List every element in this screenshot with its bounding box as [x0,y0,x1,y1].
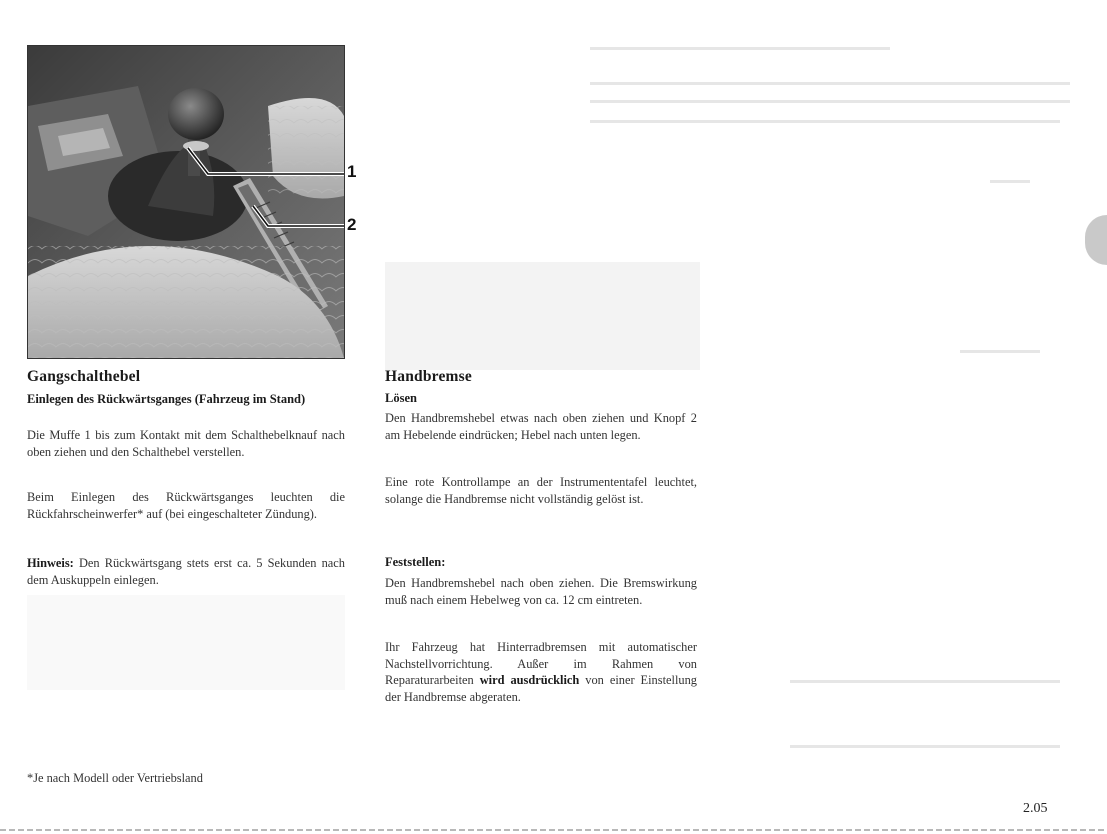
paragraph-warning-lamp: Eine rote Kontrollampe an der Instrumententafel leuchtet, solange die Handbremse nicht vollständig gelöst ist. [385,475,697,506]
bleed-through-block [385,262,700,370]
bleed-through-line [990,180,1030,183]
bleed-through-line [590,47,890,50]
note-text: Den Rückwärtsgang stets erst ca. 5 Sekunden nach dem Auskuppeln einlegen. [27,556,345,587]
paragraph-automatic-adjustment [385,639,697,705]
section-tab-marker [1085,215,1107,265]
footnote: *Je nach Modell oder Vertriebsland [27,771,203,785]
subheading-release: Lösen [385,391,417,405]
photo-illustration [28,46,344,358]
section-title-gear-lever: Gangschalthebel [27,368,141,385]
paragraph-apply-instructions: Den Handbremshebel nach oben ziehen. Die Bremswirkung muß nach einem Hebelweg von ca. 12 cm eintreten. [385,576,697,607]
bleed-through-line [590,100,1070,103]
paragraph-text: Die Muffe 1 bis zum Kontakt mit dem Schalthebelknauf nach oben ziehen und den Schalthebel verstellen. [27,428,345,459]
bleed-through-line [790,745,1060,748]
callout-number-1: 1 [347,162,357,181]
paragraph-note [27,555,345,588]
callout-number-2: 2 [347,215,357,234]
section-title-handbrake: Handbremse [385,368,472,385]
bottom-edge-rule [0,829,1107,831]
paragraph-reverse-lights: Beim Einlegen des Rückwärtsganges leuchten die Rückfahrscheinwerfer* auf (bei eingeschalteter Zündung). [27,490,345,521]
bleed-through-line [790,680,1060,683]
bleed-through-line [590,120,1060,123]
bleed-through-line [590,82,1070,85]
paragraph-reverse-gear-instructions [27,427,345,460]
paragraph-text-part-a: Ihr Fahrzeug hat Hinterradbremsen mit automatischer Nachstellvorrichtung. Außer im Rahmen von Reparaturarbeiten [385,640,697,687]
bleed-through-line [960,350,1040,353]
gear-shift-handbrake-photo [27,45,345,359]
emphasis-text: wird ausdrücklich [479,673,580,687]
paragraph-text-part-c: von einer Einstellung der Handbremse abgeraten. [385,673,697,704]
subheading-apply: Feststellen: [385,555,446,569]
subheading-reverse-gear: Einlegen des Rückwärtsganges (Fahrzeug im Stand) [27,392,306,406]
page-number: 2.05 [1023,801,1048,816]
bleed-through-block-left [27,595,345,690]
note-label: Hinweis: [27,556,74,570]
paragraph-release-instructions: Den Handbremshebel etwas nach oben ziehen und Knopf 2 am Hebelende eindrücken; Hebel nach unten legen. [385,411,697,442]
